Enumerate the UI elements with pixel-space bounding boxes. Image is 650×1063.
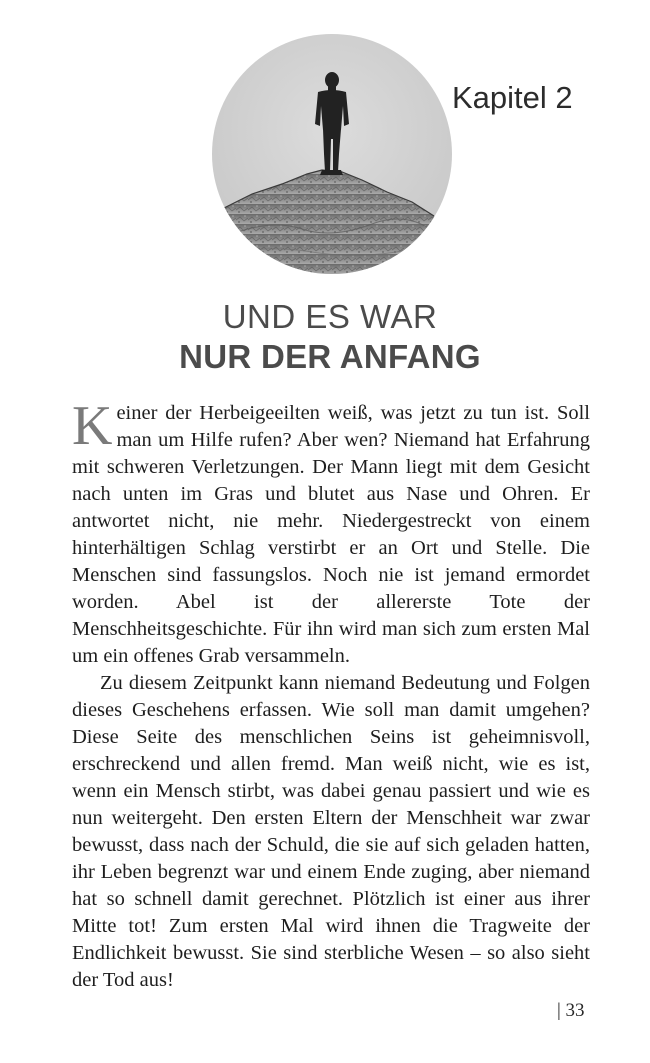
page-number: | 33 xyxy=(557,1000,585,1021)
man-on-mountain-image xyxy=(212,34,452,274)
paragraph-2: Zu diesem Zeitpunkt kann niemand Bedeutung und Folgen dieses Geschehens erfassen. Wie soll man damit umgehen? Diese Seite des menschlichen Seins ist geheimnisvoll, erschreckend und allen fremd. Man weiß nicht, wie es ist, wenn ein Mensch stirbt, was dabei genau passiert und wie es nun weitergeht. Den ersten Eltern der Menschheit war zwar bewusst, dass nach der Schuld, die sie auf sich geladen hatten, ihr Leben begrenzt war und einem Ende zuging, aber niemand hat so schnell damit gerechnet. Plötzlich ist einer aus ihrer Mitte tot! Zum ersten Mal wird ihnen die Tragweite der Endlichkeit bewusst. Sie sind sterbliche Wesen – so also sieht der Tod aus! xyxy=(72,672,590,991)
paragraph-1-text: einer der Herbeigeeilten weiß, was jetzt zu tun ist. Soll man um Hilfe rufen? Aber wen? Niemand hat Erfahrung mit schweren Verletzungen. Der Mann liegt mit dem Gesicht nach unten im Gras und blutet aus Nase und Ohren. Er antwortet nicht, nie mehr. Niedergestreckt von einem hinterhältigen Schlag verstirbt er an Ort und Stelle. Die Menschen sind fassungslos. Noch nie ist jemand ermordet worden. Abel ist der allererste Tote der Menschheitsgeschichte. Für ihn wird man sich zum ersten Mal um ein offenes Grab versammeln. xyxy=(72,402,590,667)
chapter-label: Kapitel 2 xyxy=(452,80,573,115)
chapter-title-line2: NUR DER ANFANG xyxy=(179,338,481,375)
body-text xyxy=(72,395,590,994)
drop-cap: K xyxy=(72,395,113,457)
paragraph-1 xyxy=(72,395,590,670)
chapter-illustration xyxy=(212,34,452,274)
chapter-title-line1: UND ES WAR xyxy=(222,298,438,335)
